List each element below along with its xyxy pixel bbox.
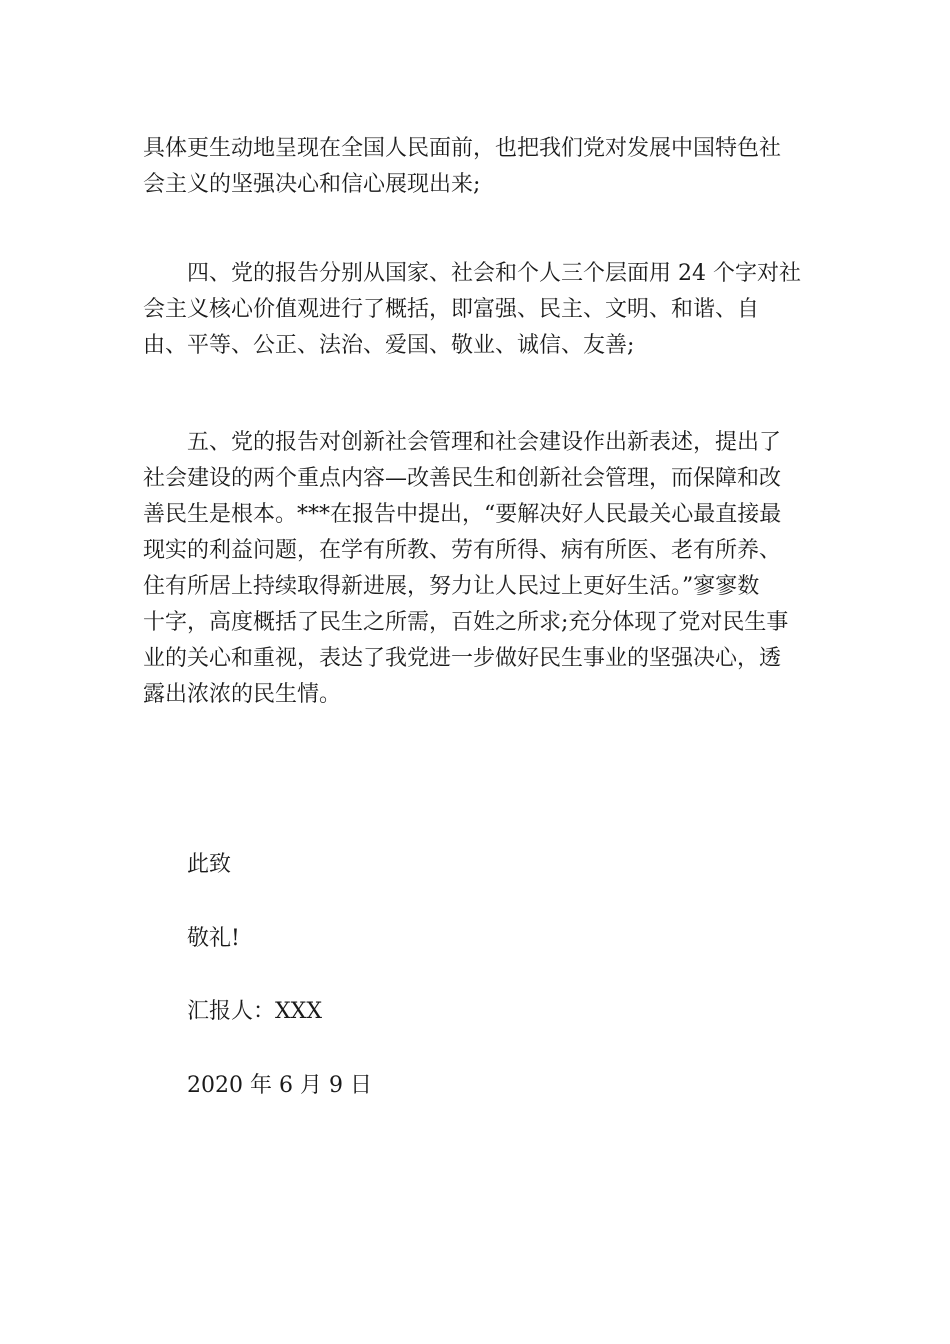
closing-salutation: 此致 [187, 852, 232, 877]
text-line: 业的关心和重视，表达了我党进一步做好民生事业的坚强决心，透 [143, 646, 782, 671]
text-line: 由、平等、公正、法治、爱国、敬业、诚信、友善; [143, 333, 635, 358]
text-line: 会主义核心价值观进行了概括，即富强、民主、文明、和谐、自 [143, 297, 760, 322]
text-line: 社会建设的两个重点内容—改善民生和创新社会管理，而保障和改 [143, 466, 782, 491]
text-line: 善民生是根本。***在报告中提出，“要解决好人民最关心最直接最 [143, 502, 782, 527]
text-line: 会主义的坚强决心和信心展现出来; [143, 172, 481, 197]
text-line: 露出浓浓的民生情。 [143, 682, 342, 707]
reporter-signature: 汇报人：XXX [187, 999, 322, 1024]
text-line: 具体更生动地呈现在全国人民面前，也把我们党对发展中国特色社 [143, 136, 782, 161]
paragraph-four [143, 256, 808, 364]
text-line: 五、党的报告对创新社会管理和社会建设作出新表述，提出了 [187, 430, 782, 455]
text-line: 四、党的报告分别从国家、社会和个人三个层面用 24 个字对社 [187, 261, 801, 286]
report-date: 2020 年 6 月 9 日 [187, 1073, 372, 1098]
text-line: 十字，高度概括了民生之所需，百姓之所求;充分体现了党对民生事 [143, 610, 789, 635]
closing-regards: 敬礼! [187, 926, 240, 951]
text-line: 现实的利益问题，在学有所教、劳有所得、病有所医、老有所养、 [143, 538, 782, 563]
paragraph-five [143, 425, 808, 713]
text-line: 住有所居上持续取得新进展，努力让人民过上更好生活。”寥寥数 [143, 574, 760, 599]
paragraph-continuation [143, 131, 808, 203]
